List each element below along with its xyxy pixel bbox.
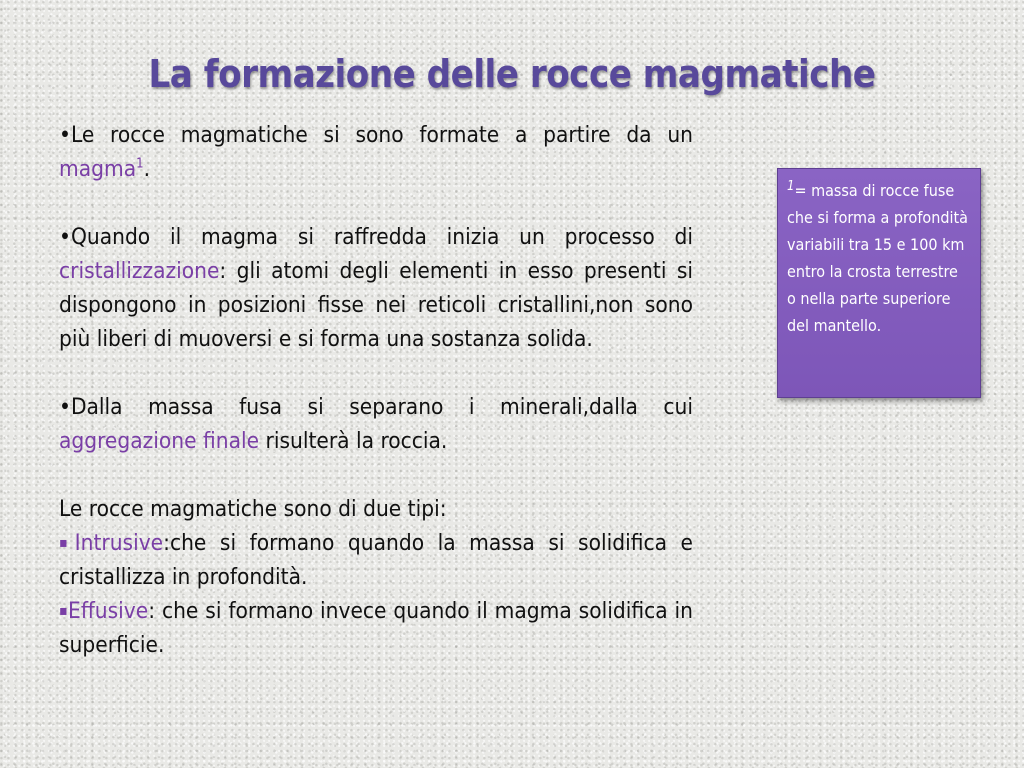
list-item-intrusive [59, 526, 693, 594]
paragraph-text: risulterà la roccia. [259, 428, 448, 454]
square-bullet-icon: ▪ [59, 603, 69, 619]
term-effusive: Effusive [68, 598, 149, 624]
slide-body [59, 118, 693, 662]
paragraph-text: : gli atomi degli elementi in esso presenti si dispongono in posizioni fisse nei reticoli cristallini,non sono più liberi di muoversi e si forma una sostanza solida. [59, 258, 693, 352]
square-bullet-icon: ▪ [59, 535, 75, 551]
paragraph-text: . [143, 156, 150, 182]
footnote-number: 1 [787, 179, 795, 194]
term-intrusive: Intrusive [74, 530, 164, 556]
paragraph-aggregazione [59, 390, 693, 458]
paragraph-cristallizzazione [59, 220, 693, 356]
footnote-marker: 1 [136, 156, 144, 172]
footnote-text: = massa di rocce fuse che si forma a profondità variabili tra 15 e 100 km entro la crosta terrestre o nella parte superiore del mantello. [787, 181, 968, 335]
term-magma: magma [59, 156, 137, 182]
list-item-text: :che si formano quando la massa si solidifica e cristallizza in profondità. [59, 530, 693, 590]
types-intro: Le rocce magmatiche sono di due tipi: [59, 496, 447, 522]
slide-title: La formazione delle rocce magmatiche [148, 52, 876, 96]
footnote-box [777, 168, 981, 398]
term-cristallizzazione: cristallizzazione [59, 258, 220, 284]
paragraph-magma [59, 118, 693, 186]
paragraph-text: •Quando il magma si raffredda inizia un processo di [59, 224, 693, 250]
paragraph-text: •Dalla massa fusa si separano i minerali,dalla cui [59, 394, 693, 420]
term-aggregazione-finale: aggregazione finale [59, 428, 260, 454]
list-item-effusive [59, 594, 693, 662]
list-item-text: : che si formano invece quando il magma solidifica in superficie. [59, 598, 693, 658]
paragraph-text: •Le rocce magmatiche si sono formate a partire da un [59, 122, 693, 148]
